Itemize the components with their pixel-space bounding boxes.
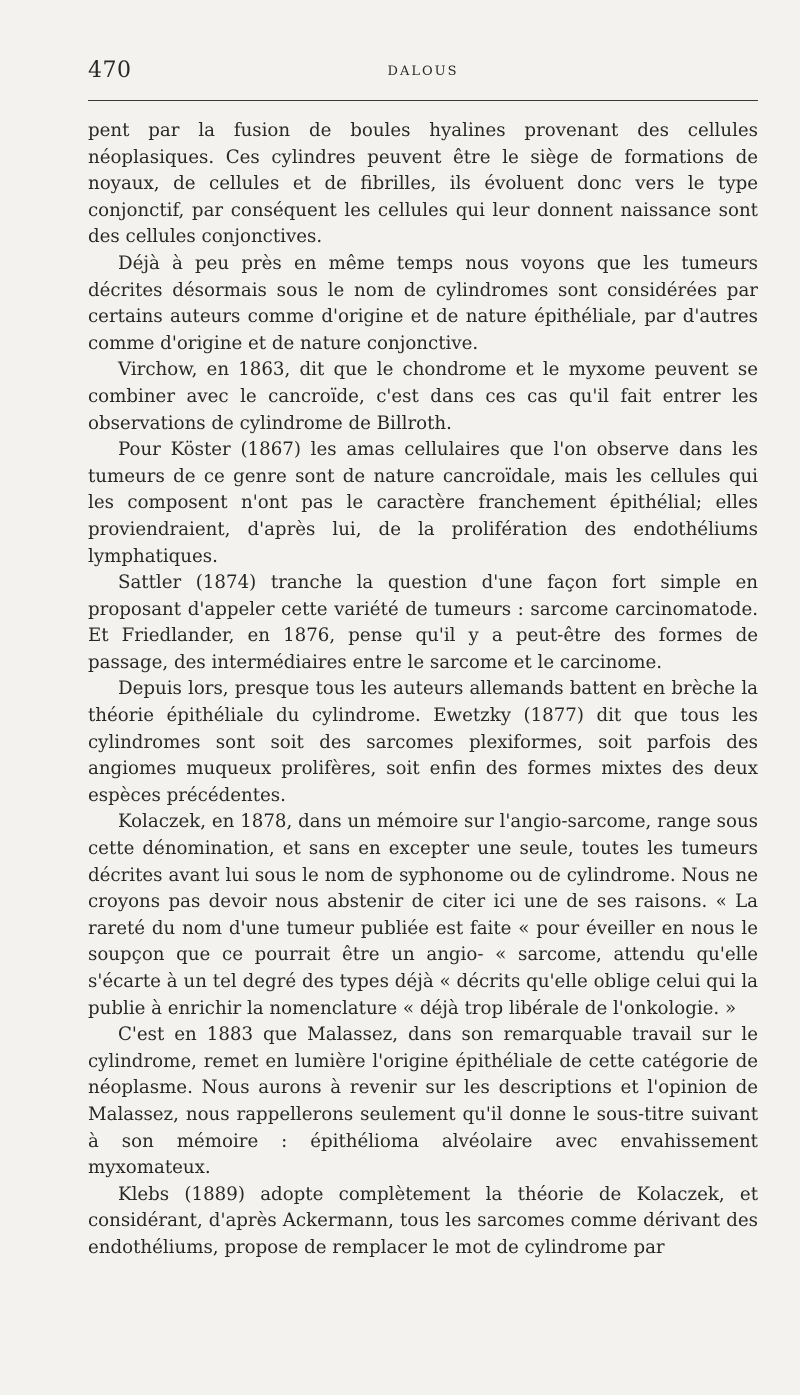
- body-text: [88, 118, 758, 1262]
- paragraph: Déjà à peu près en même temps nous voyons que les tumeurs décrites désormais sous le nom de cylindromes sont considérées par certains auteurs comme d'origine et de nature épithéliale, par d'autres comme d'origine et de nature conjonctive.: [88, 252, 758, 354]
- paragraph: C'est en 1883 que Malassez, dans son remarquable travail sur le cylindrome, remet en lumière l'origine épithéliale de cette catégorie de néoplasme. Nous aurons à revenir sur les descriptions et l'opinion de Malassez, nous rappellerons seulement qu'il donne le sous-titre suivant à son mémoire : épithélioma alvéolaire avec envahissement myxomateux.: [88, 1024, 758, 1179]
- paragraph: Pour Köster (1867) les amas cellulaires que l'on observe dans les tumeurs de ce genre sont de nature cancroïdale, mais les cellules qui les composent n'ont pas le caractère franchement épithélial; elles proviendraient, d'après lui, de la prolifération des endothéliums lymphatiques.: [88, 439, 758, 567]
- paragraph: Depuis lors, presque tous les auteurs allemands battent en brèche la théorie épithéliale du cylindrome. Ewetzky (1877) dit que tous les cylindromes sont soit des sarcomes plexiformes, soit parfois des angiomes muqueux prolifères, soit enfin des formes mixtes des deux espèces précédentes.: [88, 678, 758, 806]
- paragraph: Klebs (1889) adopte complètement la théorie de Kolaczek, et considérant, d'après Ackermann, tous les sarcomes comme dérivant des endothéliums, propose de remplacer le mot de cylindrome par: [88, 1183, 758, 1258]
- paragraph: Kolaczek, en 1878, dans un mémoire sur l'angio-sarcome, range sous cette dénomination, et sans en excepter une seule, toutes les tumeurs décrites avant lui sous le nom de syphonome ou de cylindrome. Nous ne croyons pas devoir nous abstenir de citer ici une de ses raisons. « La rareté du nom d'une tumeur publiée est faite « pour éveiller en nous le soupçon que ce pourrait être un angio- « sarcome, attendu qu'elle s'écarte à un tel degré des types déjà « décrits qu'elle oblige celui qui la publie à enrichir la nomenclature « déjà trop libérale de l'onkologie. »: [88, 811, 758, 1019]
- paragraph: pent par la fusion de boules hyalines provenant des cellules néoplasiques. Ces cylindres peuvent être le siège de formations de noyaux, de cellules et de fibrilles, ils évoluent donc vers le type conjonctif, par conséquent les cellules qui leur donnent naissance sont des cellules conjonctives.: [88, 120, 758, 248]
- paragraph: Sattler (1874) tranche la question d'une façon fort simple en proposant d'appeler cette variété de tumeurs : sarcome carcinomatode. Et Friedlander, en 1876, pense qu'il y a peut-être des formes de passage, des intermédiaires entre le sarcome et le carcinome.: [88, 572, 758, 673]
- page-header: [88, 58, 758, 88]
- running-title: DALOUS: [387, 64, 459, 79]
- header-rule: [88, 100, 758, 101]
- page-number: 470: [88, 58, 132, 83]
- paragraph: Virchow, en 1863, dit que le chondrome et le myxome peuvent se combiner avec le cancroïde, c'est dans ces cas qu'il fait entrer les observations de cylindrome de Billroth.: [88, 359, 758, 434]
